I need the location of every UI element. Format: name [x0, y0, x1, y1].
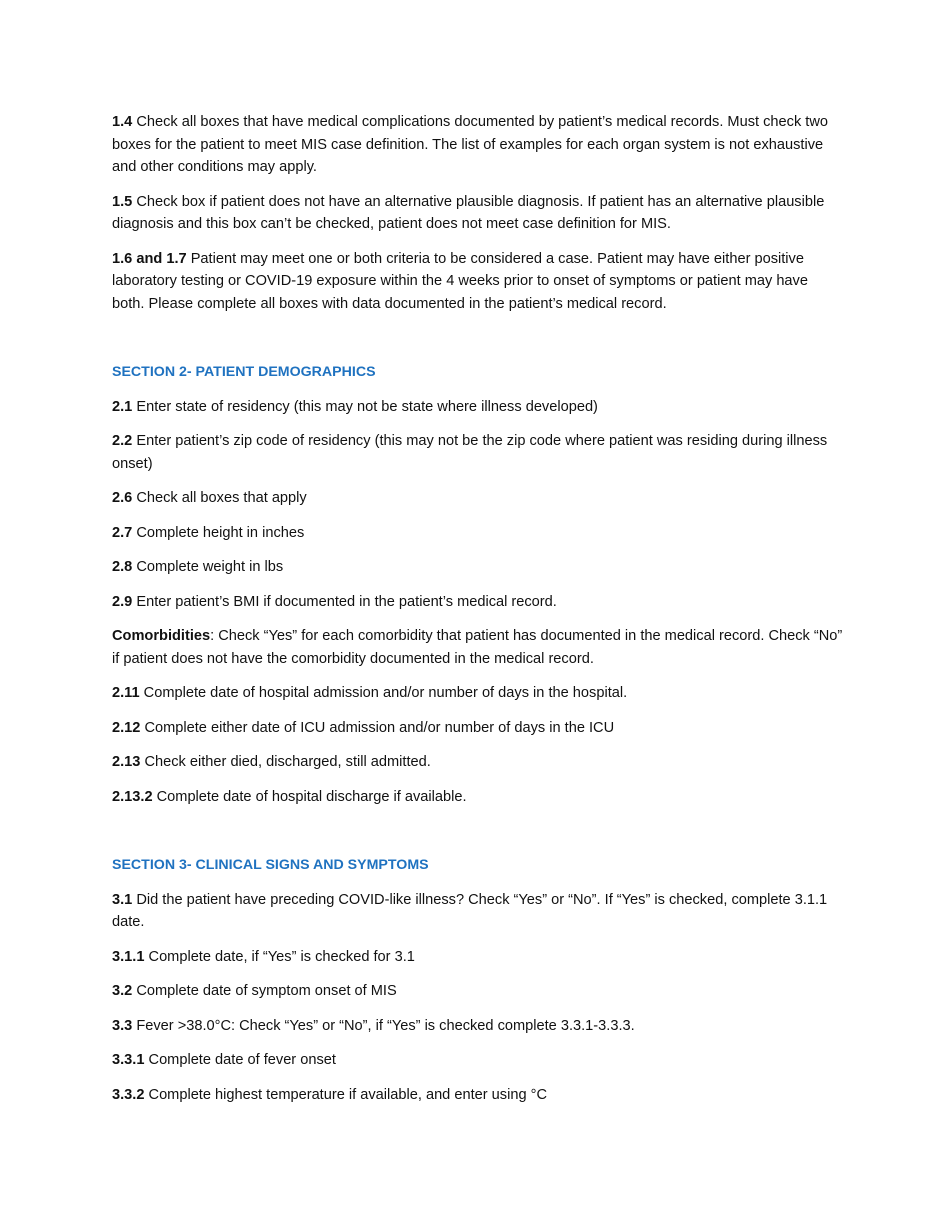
item-number: 2.8 [112, 559, 133, 575]
item-text: : Check “Yes” for each comorbidity that patient has documented in the medical record. Check “No” if patient does not have the comorbidity documented in the medical record. [112, 628, 843, 667]
item-text: Complete date, if “Yes” is checked for 3.1 [144, 948, 415, 965]
item-number: 3.3.1 [112, 1052, 145, 1068]
instruction-2-8 [112, 556, 844, 579]
instruction-2-13-2 [112, 786, 844, 809]
instruction-1-6-1-7 [112, 248, 844, 316]
instruction-comorbidities [112, 625, 844, 670]
item-text: Patient may meet one or both criteria to be considered a case. Patient may have either positive laboratory testing or COVID-19 exposure within the 4 weeks prior to onset of symptoms or patient may have both. Please complete all boxes with data documented in the patient’s medical record. [112, 250, 808, 312]
instruction-2-12 [112, 717, 844, 740]
section-2-heading: SECTION 2- PATIENT DEMOGRAPHICS [112, 364, 376, 380]
item-number: 2.1 [112, 398, 133, 415]
item-text: Complete highest temperature if available, and enter using °C [144, 1086, 547, 1103]
item-number: 3.2 [112, 983, 133, 999]
item-text: Check all boxes that have medical complications documented by patient’s medical records. Must check two boxes for the patient to meet MIS case definition. The list of examples for each organ system is not exhaustive and other conditions may apply. [112, 114, 829, 175]
instruction-2-9 [112, 591, 844, 614]
instruction-3-1 [112, 889, 844, 934]
item-number: 2.13.2 [112, 788, 153, 805]
instruction-3-2 [112, 980, 844, 1003]
item-number: 2.12 [112, 719, 141, 736]
item-number: 1.5 [112, 193, 133, 210]
item-number: 3.3 [112, 1017, 133, 1034]
item-text: Check all boxes that apply [132, 490, 307, 506]
instruction-3-1-1 [112, 946, 844, 969]
item-number: 1.6 and 1.7 [112, 250, 187, 267]
document-page [112, 111, 844, 1118]
item-number: 1.4 [112, 114, 133, 130]
instruction-2-2 [112, 430, 844, 475]
instruction-1-4 [112, 111, 844, 179]
item-text: Complete height in inches [132, 524, 305, 541]
section-3-heading: SECTION 3- CLINICAL SIGNS AND SYMPTOMS [112, 857, 429, 873]
item-text: Enter state of residency (this may not be state where illness developed) [132, 398, 598, 415]
instruction-2-7 [112, 522, 844, 545]
instruction-3-3-1 [112, 1049, 844, 1072]
item-text: Check box if patient does not have an alternative plausible diagnosis. If patient has an alternative plausible diagnosis and this box can’t be checked, patient does not meet case definition for MIS. [112, 193, 825, 232]
item-text: Did the patient have preceding COVID-like illness? Check “Yes” or “No”. If “Yes” is checked, complete 3.1.1 date. [112, 891, 828, 930]
item-number: 3.3.2 [112, 1086, 145, 1103]
section-spacer [112, 327, 844, 361]
instruction-3-3-2 [112, 1084, 844, 1107]
instruction-2-13 [112, 751, 844, 774]
item-number: 3.1.1 [112, 948, 145, 965]
item-text: Complete date of fever onset [144, 1052, 336, 1068]
item-text: Check either died, discharged, still admitted. [140, 754, 431, 770]
item-number: 2.7 [112, 524, 133, 541]
item-number: 2.13 [112, 754, 141, 770]
instruction-2-6 [112, 487, 844, 510]
item-number: Comorbidities [112, 628, 211, 644]
item-text: Complete date of hospital admission and/or number of days in the hospital. [139, 685, 628, 701]
item-text: Complete date of symptom onset of MIS [132, 983, 397, 999]
instruction-3-3 [112, 1015, 844, 1038]
instruction-1-5 [112, 191, 844, 236]
item-number: 2.2 [112, 433, 133, 449]
section-spacer [112, 820, 844, 854]
item-text: Complete weight in lbs [132, 559, 284, 575]
item-text: Complete date of hospital discharge if available. [152, 788, 467, 805]
item-number: 2.6 [112, 490, 133, 506]
instruction-2-1 [112, 396, 844, 419]
item-number: 2.11 [112, 685, 140, 701]
item-number: 3.1 [112, 891, 133, 908]
item-text: Complete either date of ICU admission and/or number of days in the ICU [140, 719, 615, 736]
item-number: 2.9 [112, 593, 133, 610]
item-text: Enter patient’s BMI if documented in the patient’s medical record. [132, 593, 557, 610]
item-text: Enter patient’s zip code of residency (this may not be the zip code where patient was residing during illness onset) [112, 433, 828, 472]
instruction-2-11 [112, 682, 844, 705]
item-text: Fever >38.0°C: Check “Yes” or “No”, if “Yes” is checked complete 3.3.1-3.3.3. [132, 1017, 635, 1034]
